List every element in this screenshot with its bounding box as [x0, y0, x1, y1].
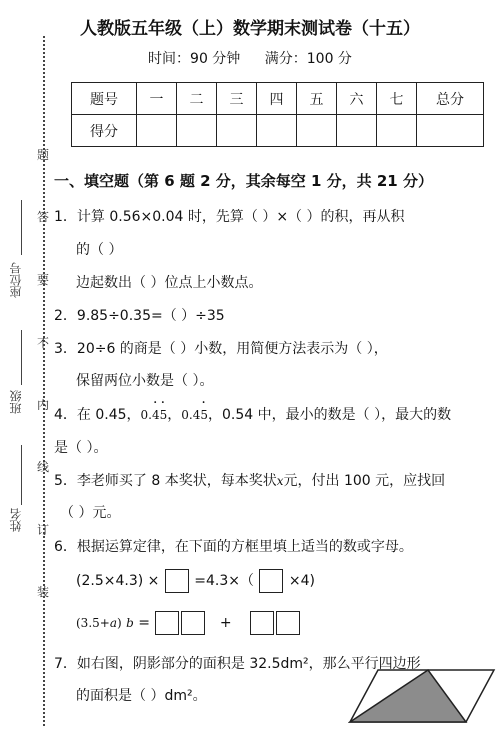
- q6-expr1: [76, 569, 315, 593]
- binding-dotted-line: [43, 36, 45, 726]
- equals-sign: =: [138, 615, 150, 631]
- answer-box[interactable]: [181, 611, 205, 635]
- page-title: 人教版五年级（上）数学期末测试卷（十五）: [80, 19, 420, 39]
- score-header-cell: 七: [377, 83, 417, 115]
- q4-line2: 是（ ）。: [54, 440, 108, 456]
- q6-expr1-part-c: ×4): [288, 573, 316, 589]
- q5-line2: （ ）元。: [60, 505, 121, 521]
- repeating-decimal-a: [141, 408, 168, 422]
- q6-expr1-part-b: =4.3×（: [194, 573, 255, 589]
- q1-line2: 的（ ）: [76, 242, 123, 258]
- score-input-cell[interactable]: [297, 115, 337, 147]
- margin-char: 装: [37, 585, 50, 599]
- name-fill-line: [21, 445, 22, 505]
- answer-box[interactable]: [259, 569, 283, 593]
- q7-line1: 7．如右图，阴影部分的面积是 32.5dm²，那么平行四边形: [54, 656, 421, 672]
- score-header-cell: 二: [177, 83, 217, 115]
- seat-fill-line: [21, 200, 22, 255]
- repeating-decimal-b: [181, 408, 208, 422]
- name-label: 姓名: [9, 508, 23, 532]
- shaded-triangle: [350, 670, 466, 722]
- score-header-cell: 三: [217, 83, 257, 115]
- score-table-header-row: [72, 83, 484, 115]
- score-header-cell: 一: [137, 83, 177, 115]
- score-label-cell: 得分: [72, 115, 137, 147]
- margin-char: 线: [37, 460, 50, 474]
- score-input-cell[interactable]: [377, 115, 417, 147]
- q6-expr2-paren: ): [116, 616, 122, 630]
- q2-line1: 2．9.85÷0.35=（ ）÷35: [54, 308, 225, 324]
- q5-text-a: 5．李老师买了 8 本奖状，每本奖状: [54, 473, 277, 489]
- answer-box[interactable]: [276, 611, 300, 635]
- q4-sep: ，: [167, 407, 182, 423]
- plus-sign: +: [219, 615, 232, 631]
- q7-line2: 的面积是（ ）dm²。: [76, 688, 207, 704]
- time-limit: 时间：90 分钟: [148, 51, 241, 67]
- score-input-cell[interactable]: [177, 115, 217, 147]
- decimal-int: 0.4: [181, 408, 201, 422]
- margin-char: 不: [37, 336, 50, 350]
- q4-prefix: 4．在 0.45，: [54, 407, 141, 423]
- exam-info: [0, 48, 500, 68]
- score-header-cell: 总分: [417, 83, 484, 115]
- q5-line1: [54, 471, 445, 491]
- q1-line3: 边起数出（ ）位点上小数点。: [76, 275, 263, 291]
- score-input-cell[interactable]: [137, 115, 177, 147]
- margin-char: 答: [37, 210, 50, 224]
- repeat-digit: · 5: [160, 405, 168, 425]
- answer-box[interactable]: [250, 611, 274, 635]
- score-input-cell[interactable]: [337, 115, 377, 147]
- margin-char: 内: [37, 398, 50, 412]
- score-header-cell: 五: [297, 83, 337, 115]
- score-input-cell[interactable]: [217, 115, 257, 147]
- margin-char: 题: [37, 148, 50, 162]
- q5-text-b: 元，付出 100 元，应找回: [283, 473, 446, 489]
- repeat-digit: · 4: [152, 405, 160, 425]
- q6-expr2: [76, 611, 301, 635]
- variable-x: x: [276, 474, 284, 488]
- variable-b: b: [126, 616, 134, 630]
- q4-suffix: ，0.54 中，最小的数是（ ），最大的数: [208, 407, 452, 423]
- q1-line1: 1．计算 0.56×0.04 时，先算（ ）×（ ）的积，再从积: [54, 209, 405, 225]
- class-fill-line: [21, 330, 22, 385]
- parallelogram-figure: [348, 668, 498, 724]
- decimal-int: 0.: [140, 408, 152, 422]
- class-label: 班级: [9, 390, 23, 414]
- seat-number-label: 座位号: [9, 262, 23, 298]
- full-score: 满分：100 分: [264, 51, 352, 67]
- answer-box[interactable]: [165, 569, 189, 593]
- answer-box[interactable]: [155, 611, 179, 635]
- score-header-cell: 四: [257, 83, 297, 115]
- q4-line1: [54, 405, 451, 425]
- score-input-cell[interactable]: [257, 115, 297, 147]
- variable-a: a: [109, 616, 117, 630]
- score-table-score-row: [72, 115, 484, 147]
- section-heading: 一、填空题（第 6 题 2 分，其余每空 1 分，共 21 分）: [54, 172, 433, 190]
- score-header-cell: 六: [337, 83, 377, 115]
- q3-line1: 3．20÷6 的商是（ ）小数，用简便方法表示为（ ），: [54, 341, 388, 357]
- q6-expr2-part-a: (3.5+: [76, 616, 110, 630]
- q6-expr1-part-a: (2.5×4.3) ×: [76, 573, 160, 589]
- q3-line2: 保留两位小数是（ ）。: [76, 373, 214, 389]
- score-table: [71, 82, 484, 147]
- repeat-digit: · 5: [200, 405, 208, 425]
- margin-char: 订: [37, 523, 50, 537]
- score-header-cell: 题号: [72, 83, 137, 115]
- score-input-cell[interactable]: [417, 115, 484, 147]
- margin-char: 要: [37, 273, 50, 287]
- q6-line1: 6．根据运算定律，在下面的方框里填上适当的数或字母。: [54, 539, 413, 555]
